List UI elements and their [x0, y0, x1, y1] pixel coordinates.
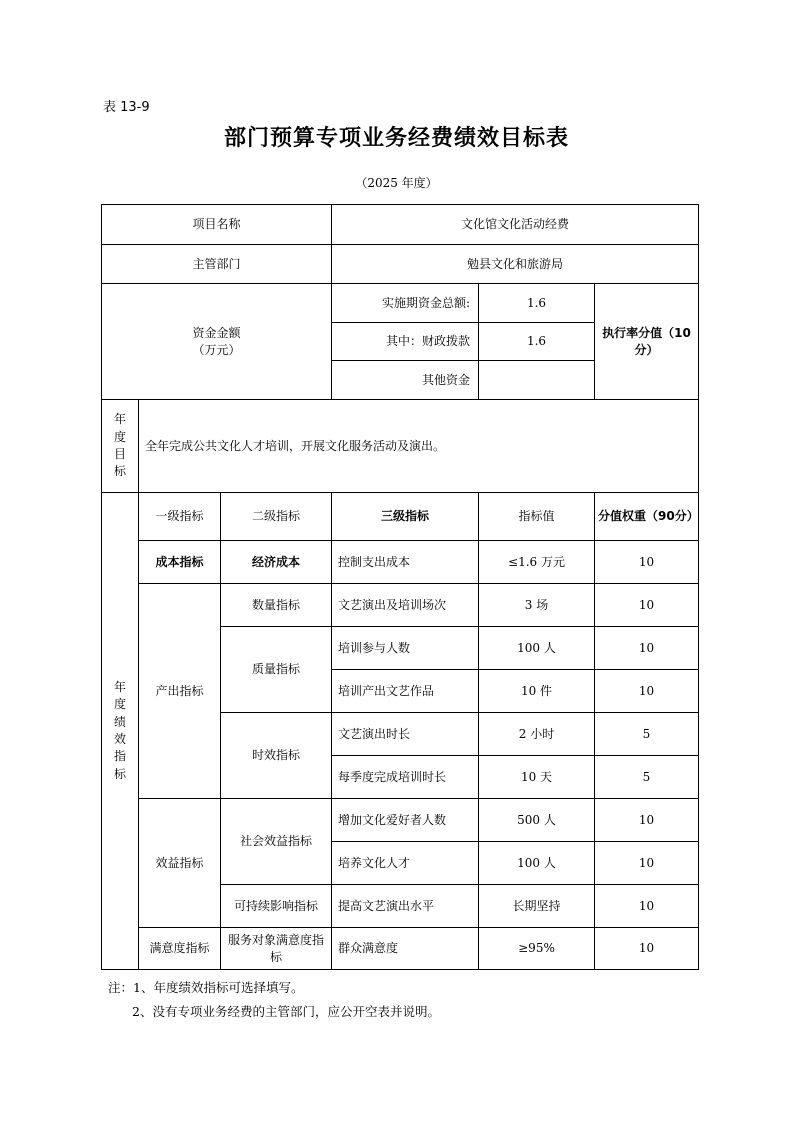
cost-weight: 10 — [595, 541, 699, 584]
timeliness-level2: 时效指标 — [221, 713, 332, 799]
sustain-value: 长期坚持 — [479, 885, 595, 928]
quantity-level2: 数量指标 — [221, 584, 332, 627]
quantity-level3: 文艺演出及培训场次 — [332, 584, 479, 627]
indicator-section-label-text: 年度绩效指标 — [113, 679, 126, 781]
table-row — [102, 584, 699, 627]
social-weight: 10 — [595, 799, 699, 842]
table-row — [102, 799, 699, 842]
table-row — [102, 541, 699, 584]
timeliness-value: 10 天 — [479, 756, 595, 799]
cost-level1: 成本指标 — [139, 541, 221, 584]
satisfaction-level1: 满意度指标 — [139, 928, 221, 970]
quantity-weight: 10 — [595, 584, 699, 627]
project-name-row — [102, 205, 699, 245]
funds-total-value: 1.6 — [479, 284, 595, 323]
timeliness-level3: 文艺演出时长 — [332, 713, 479, 756]
project-name-label: 项目名称 — [102, 205, 332, 245]
sustain-level2: 可持续影响指标 — [221, 885, 332, 928]
footnotes — [108, 976, 440, 1024]
output-level1: 产出指标 — [139, 584, 221, 799]
social-value: 500 人 — [479, 799, 595, 842]
cost-level2: 经济成本 — [221, 541, 332, 584]
benefit-level1: 效益指标 — [139, 799, 221, 928]
funds-unit: （万元） — [192, 342, 241, 357]
header-weight: 分值权重（90分） — [595, 493, 699, 541]
funds-label — [102, 284, 332, 400]
quality-level2: 质量指标 — [221, 627, 332, 713]
timeliness-value: 2 小时 — [479, 713, 595, 756]
social-level3: 培养文化人才 — [332, 842, 479, 885]
footnote-2: 2、没有专项业务经费的主管部门，应公开空表并说明。 — [132, 1004, 440, 1019]
footnote-1: 注：1、年度绩效指标可选择填写。 — [108, 980, 304, 995]
header-level1: 一级指标 — [139, 493, 221, 541]
annual-goal-label — [102, 400, 139, 493]
funds-fiscal-label: 其中：财政拨款 — [332, 323, 479, 361]
funds-total-label: 实施期资金总额: — [332, 284, 479, 323]
annual-goal-text: 全年完成公共文化人才培训，开展文化服务活动及演出。 — [139, 400, 699, 493]
timeliness-weight: 5 — [595, 713, 699, 756]
header-value: 指标值 — [479, 493, 595, 541]
quality-level3: 培训参与人数 — [332, 627, 479, 670]
funds-total-row — [102, 284, 699, 323]
quality-level3: 培训产出文艺作品 — [332, 670, 479, 713]
funds-other-label: 其他资金 — [332, 361, 479, 400]
indicator-section-label — [102, 493, 139, 970]
indicator-header-row — [102, 493, 699, 541]
cost-level3: 控制支出成本 — [332, 541, 479, 584]
timeliness-level3: 每季度完成培训时长 — [332, 756, 479, 799]
funds-fiscal-value: 1.6 — [479, 323, 595, 361]
table-number: 表 13-9 — [103, 100, 150, 115]
quantity-value: 3 场 — [479, 584, 595, 627]
funds-other-value — [479, 361, 595, 400]
department-value: 勉县文化和旅游局 — [332, 245, 699, 284]
table-row — [102, 928, 699, 970]
performance-target-table — [101, 204, 699, 970]
annual-goal-label-text: 年度目标 — [113, 412, 126, 479]
social-weight: 10 — [595, 842, 699, 885]
timeliness-weight: 5 — [595, 756, 699, 799]
social-level3: 增加文化爱好者人数 — [332, 799, 479, 842]
satisfaction-value: ≥95% — [479, 928, 595, 970]
funds-label-text: 资金金额 — [192, 326, 241, 341]
cost-value: ≤1.6 万元 — [479, 541, 595, 584]
sustain-level3: 提高文艺演出水平 — [332, 885, 479, 928]
department-label: 主管部门 — [102, 245, 332, 284]
project-name-value: 文化馆文化活动经费 — [332, 205, 699, 245]
quality-value: 100 人 — [479, 627, 595, 670]
department-row — [102, 245, 699, 284]
annual-goal-row — [102, 400, 699, 493]
quality-weight: 10 — [595, 627, 699, 670]
header-level3: 三级指标 — [332, 493, 479, 541]
satisfaction-level3: 群众满意度 — [332, 928, 479, 970]
satisfaction-weight: 10 — [595, 928, 699, 970]
page-title: 部门预算专项业务经费绩效目标表 — [223, 126, 569, 151]
fiscal-year: （2025 年度） — [355, 176, 438, 190]
social-value: 100 人 — [479, 842, 595, 885]
quality-value: 10 件 — [479, 670, 595, 713]
execution-score-label: 执行率分值（10分） — [595, 284, 699, 400]
sustain-weight: 10 — [595, 885, 699, 928]
social-level2: 社会效益指标 — [221, 799, 332, 885]
header-level2: 二级指标 — [221, 493, 332, 541]
satisfaction-level2: 服务对象满意度指标 — [221, 928, 332, 970]
quality-weight: 10 — [595, 670, 699, 713]
